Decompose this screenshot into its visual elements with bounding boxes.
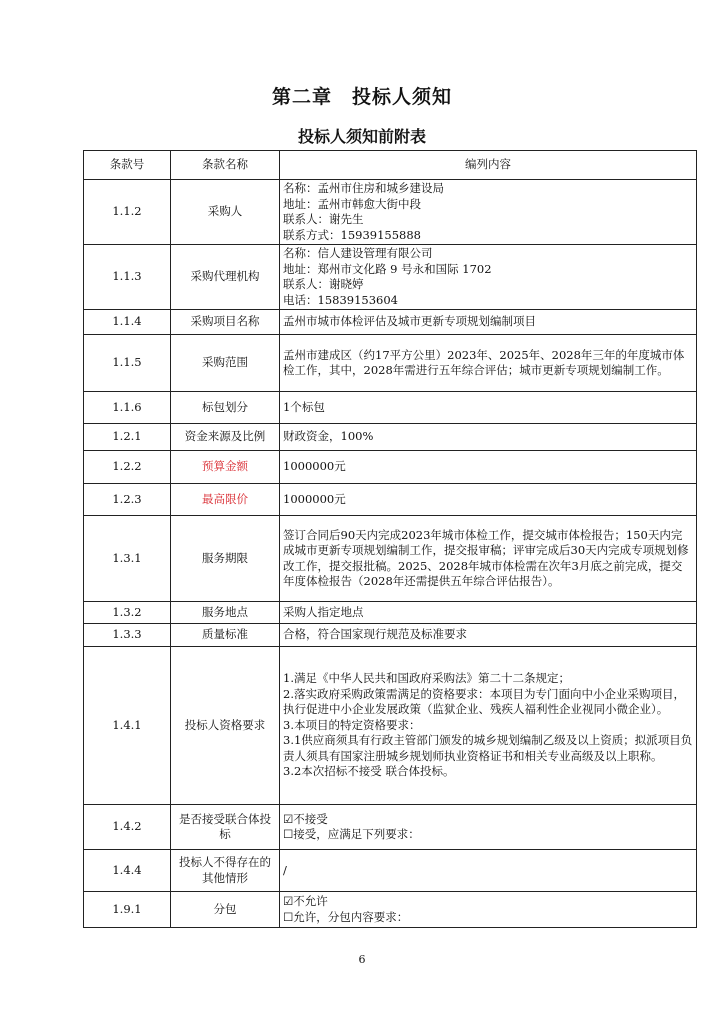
content-line: 孟州市城市体检评估及城市更新专项规划编制项目 xyxy=(283,314,536,329)
content-line: ☑不允许 xyxy=(283,894,328,908)
row-name: 质量标准 xyxy=(171,624,280,647)
content-line: 名称：信人建设管理有限公司 xyxy=(283,246,433,260)
header-name: 条款名称 xyxy=(171,151,280,180)
table-row xyxy=(84,516,697,602)
row-name: 预算金额 xyxy=(171,451,280,484)
row-name: 服务期限 xyxy=(171,516,280,602)
content-line: 签订合同后90天内完成2023年城市体检工作，提交城市体检报告；150天内完成城市更新专项规划编制工作，提交报审稿；评审完成后30天内完成专项规划修改工作，提交报批稿。2025、2028年城市体检需在次年3月底之前完成，提交年度体检报告（2028年还需提供五年综合评估报告）。 xyxy=(283,527,689,588)
row-num: 1.1.3 xyxy=(84,245,171,310)
row-num: 1.1.4 xyxy=(84,310,171,335)
content-line: 地址：郑州市文化路 9 号永和国际 1702 xyxy=(283,261,492,276)
content-line: 地址：孟州市韩愈大街中段 xyxy=(283,196,421,211)
table-row xyxy=(84,335,697,392)
row-content xyxy=(280,245,697,310)
table-header-row xyxy=(84,151,697,180)
header-content: 编列内容 xyxy=(280,151,697,180)
row-name: 最高限价 xyxy=(171,484,280,516)
row-num: 1.3.1 xyxy=(84,516,171,602)
content-line: 3.本项目的特定资格要求： xyxy=(283,717,421,732)
row-content xyxy=(280,392,697,424)
row-name: 标包划分 xyxy=(171,392,280,424)
table-row xyxy=(84,892,697,928)
row-name: 是否接受联合体投标 xyxy=(171,805,280,850)
row-content xyxy=(280,624,697,647)
tender-notice-table xyxy=(83,150,697,928)
content-line: 联系方式：15939155888 xyxy=(283,227,421,242)
row-content xyxy=(280,516,697,602)
table-row xyxy=(84,392,697,424)
content-line: 3.2本次招标不接受 联合体投标。 xyxy=(283,764,455,779)
content-line: 3.1供应商须具有行政主管部门颁发的城乡规划编制乙级及以上资质；拟派项目负责人须具有国家注册城乡规划师执业资格证书和相关专业高级及以上职称。 xyxy=(283,733,693,763)
row-content xyxy=(280,892,697,928)
row-num: 1.4.2 xyxy=(84,805,171,850)
table-row xyxy=(84,245,697,310)
content-line: 联系人：谢先生 xyxy=(283,212,364,226)
row-name: 资金来源及比例 xyxy=(171,424,280,451)
content-line: 1000000元 xyxy=(283,491,346,506)
row-num: 1.4.1 xyxy=(84,647,171,805)
row-name: 分包 xyxy=(171,892,280,928)
chapter-title: 第二章 投标人须知 xyxy=(271,86,452,108)
content-line: 1000000元 xyxy=(283,459,346,474)
row-num: 1.9.1 xyxy=(84,892,171,928)
content-line: 电话：15839153604 xyxy=(283,292,398,307)
row-name: 服务地点 xyxy=(171,602,280,624)
content-line: / xyxy=(283,862,287,877)
page-number: 6 xyxy=(358,953,366,966)
row-num: 1.2.1 xyxy=(84,424,171,451)
table-title: 投标人须知前附表 xyxy=(297,127,426,146)
row-name: 采购范围 xyxy=(171,335,280,392)
row-content xyxy=(280,602,697,624)
row-num: 1.2.3 xyxy=(84,484,171,516)
table-row xyxy=(84,624,697,647)
table-row xyxy=(84,484,697,516)
row-num: 1.4.4 xyxy=(84,850,171,892)
row-content xyxy=(280,850,697,892)
content-line: 孟州市建成区（约17平方公里）2023年、2025年、2028年三年的年度城市体检工作，其中，2028年需进行五年综合评估；城市更新专项规划编制工作。 xyxy=(283,347,685,377)
row-content xyxy=(280,647,697,805)
header-num: 条款号 xyxy=(84,151,171,180)
row-content xyxy=(280,805,697,850)
table-row xyxy=(84,805,697,850)
row-num: 1.1.6 xyxy=(84,392,171,424)
table-row xyxy=(84,180,697,245)
row-content xyxy=(280,451,697,484)
content-line: ☑不接受 xyxy=(283,811,328,826)
table-row xyxy=(84,451,697,484)
row-name: 投标人不得存在的其他情形 xyxy=(171,850,280,892)
content-line: 财政资金，100% xyxy=(283,429,374,444)
content-line: ☐接受，应满足下列要求： xyxy=(283,827,420,841)
row-name: 采购代理机构 xyxy=(171,245,280,310)
content-line: ☐允许，分包内容要求： xyxy=(283,909,409,924)
content-line: 采购人指定地点 xyxy=(283,604,364,619)
table-row xyxy=(84,310,697,335)
row-content xyxy=(280,310,697,335)
row-content xyxy=(280,484,697,516)
row-name: 投标人资格要求 xyxy=(171,647,280,805)
table-row xyxy=(84,602,697,624)
table-row xyxy=(84,424,697,451)
table-row xyxy=(84,647,697,805)
content-line: 2.落实政府采购政策需满足的资格要求：本项目为专门面向中小企业采购项目，执行促进中小企业发展政策（监狱企业、残疾人福利性企业视同小微企业）。 xyxy=(283,686,685,717)
content-line: 1.满足《中华人民共和国政府采购法》第二十二条规定； xyxy=(283,671,570,686)
row-num: 1.1.2 xyxy=(84,180,171,245)
content-line: 联系人：谢晓婷 xyxy=(283,277,364,291)
row-name: 采购人 xyxy=(171,180,280,245)
table-row xyxy=(84,850,697,892)
content-line: 1个标包 xyxy=(283,399,325,414)
row-num: 1.2.2 xyxy=(84,451,171,484)
content-line: 合格，符合国家现行规范及标准要求 xyxy=(283,627,467,642)
row-num: 1.1.5 xyxy=(84,335,171,392)
row-num: 1.3.3 xyxy=(84,624,171,647)
row-name: 采购项目名称 xyxy=(171,310,280,335)
row-content xyxy=(280,335,697,392)
content-line: 名称：孟州市住房和城乡建设局 xyxy=(283,181,444,195)
row-num: 1.3.2 xyxy=(84,602,171,624)
row-content xyxy=(280,424,697,451)
row-content xyxy=(280,180,697,245)
